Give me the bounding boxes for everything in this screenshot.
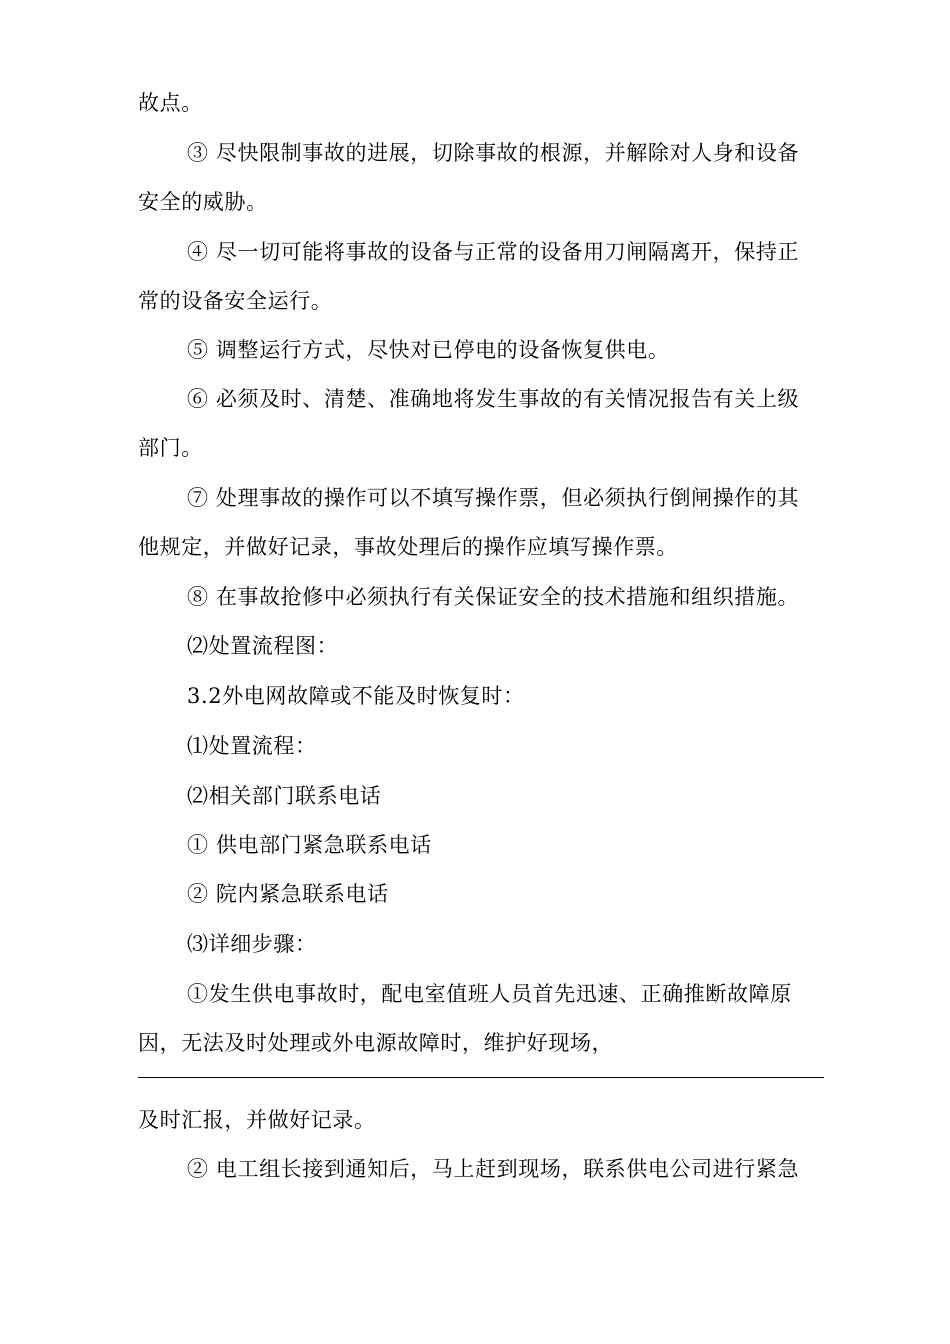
text-line: ⑧ 在事故抢修中必须执行有关保证安全的技术措施和组织措施。 — [187, 585, 800, 609]
text-line: 3.2外电网故障或不能及时恢复时： — [187, 684, 525, 708]
text-line: ② 电工组长接到通知后，马上赶到现场，联系供电公司进行紧急 — [187, 1157, 800, 1181]
text-line: ①发生供电事故时，配电室值班人员首先迅速、正确推断故障原 — [187, 982, 792, 1006]
text-line: ④ 尽一切可能将事故的设备与正常的设备用刀闸隔离开，保持正 — [187, 240, 800, 264]
text-line: ⑤ 调整运行方式，尽快对已停电的设备恢复供电。 — [187, 338, 670, 362]
text-line: ⑴处置流程： — [187, 734, 317, 758]
text-line: ② 院内紧急联系电话 — [187, 882, 389, 906]
text-line: ① 供电部门紧急联系电话 — [187, 833, 432, 857]
text-line: ⑥ 必须及时、清楚、准确地将发生事故的有关情况报告有关上级 — [187, 387, 800, 411]
text-line: ③ 尽快限制事故的进展，切除事故的根源，并解除对人身和设备 — [187, 141, 800, 165]
text-line: ⑵相关部门联系电话 — [187, 784, 382, 808]
text-line: 及时汇报，并做好记录。 — [138, 1108, 376, 1132]
text-line: ⑵处置流程图： — [187, 634, 339, 658]
text-line: 常的设备安全运行。 — [138, 289, 333, 313]
page-break-divider — [138, 1077, 824, 1078]
text-line: ⑦ 处理事故的操作可以不填写操作票，但必须执行倒闸操作的其 — [187, 486, 800, 510]
text-line: 故点。 — [138, 91, 203, 115]
text-line: 部门。 — [138, 436, 203, 460]
text-line: 因，无法及时处理或外电源故障时，维护好现场， — [138, 1031, 614, 1055]
text-line: 他规定，并做好记录，事故处理后的操作应填写操作票。 — [138, 535, 678, 559]
text-line: ⑶详细步骤： — [187, 932, 317, 956]
text-line: 安全的威胁。 — [138, 190, 268, 214]
